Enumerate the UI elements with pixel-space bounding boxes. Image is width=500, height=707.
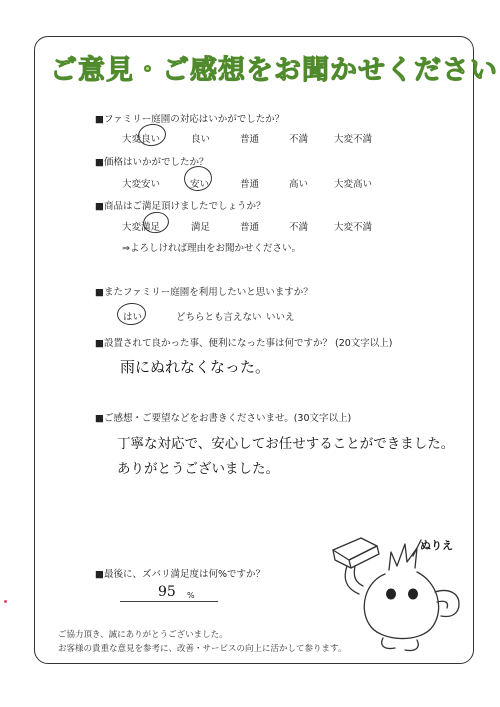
q3-option-2[interactable]: 満足 [191, 222, 211, 233]
question-1: ■ファミリー庭園の対応はいかがでしたか？ [95, 114, 285, 125]
q7-answer-underline [120, 601, 218, 602]
question-7: ■最後に、ズバリ満足度は何%ですか？ [95, 569, 266, 580]
q3-option-3[interactable]: 普通 [240, 222, 260, 233]
q7-handwritten-answer: 95 [158, 584, 176, 600]
q5-handwritten-answer: 雨にぬれなくなった。 [120, 358, 271, 376]
mascot-body [364, 572, 438, 639]
q1-option-5[interactable]: 大変不満 [334, 134, 373, 145]
q6-handwritten-answer-line-1: 丁寧な対応で、安心してお任せすることができました。 [117, 436, 455, 452]
q7-percent-unit: % [187, 591, 195, 600]
q3-option-4[interactable]: 不満 [289, 222, 309, 233]
question-6: ■ご感想・ご要望などをお書きくださいませ。(30文字以上) [95, 413, 352, 424]
q2-option-2[interactable]: 安い [190, 179, 210, 190]
q2-option-5[interactable]: 大変高い [334, 179, 373, 190]
q1-option-1[interactable]: 大変良い [122, 134, 161, 145]
q6-handwritten-answer-line-2: ありがとうございました。 [117, 461, 279, 477]
mascot-arm-left [345, 566, 359, 594]
footer-note: お客様の貴重な意見を参考に、改善・サービスの向上に活かして参ります。 [58, 644, 347, 654]
q3-note: ⇒よろしければ理由をお聞かせください。 [122, 243, 301, 254]
mascot-feet [382, 638, 419, 651]
q1-option-2[interactable]: 良い [191, 134, 211, 145]
q3-option-1[interactable]: 大変満足 [122, 222, 161, 233]
mascot-coloring-label: ぬりえ [420, 539, 453, 552]
q2-option-3[interactable]: 普通 [240, 179, 260, 190]
q3-option-5[interactable]: 大変不満 [334, 222, 373, 233]
stray-mark [4, 600, 7, 603]
page-title: ご意見・ご感想をお聞かせください [50, 55, 498, 86]
question-4: ■またファミリー庭園を利用したいと思いますか？ [95, 287, 313, 298]
mascot-spikes [389, 544, 417, 570]
q1-option-4[interactable]: 不満 [289, 134, 309, 145]
q4-option-2[interactable]: どちらとも言えない [176, 312, 262, 323]
footer-thanks: ご協力頂き、誠にありがとうございました。 [58, 630, 228, 640]
q2-option-1[interactable]: 大変安い [122, 179, 161, 190]
q2-option-4[interactable]: 高い [289, 179, 309, 190]
q1-option-3[interactable]: 普通 [240, 134, 260, 145]
question-2: ■価格はいかがでしたか？ [95, 157, 209, 168]
mascot-eye-left [386, 589, 396, 600]
q4-option-1[interactable]: はい [123, 312, 143, 323]
mascot-eye-right [408, 589, 418, 600]
q4-option-3[interactable]: いいえ [266, 312, 295, 323]
question-5: ■設置されて良かった事、便利になった事は何ですか？ (20文字以上) [95, 338, 393, 349]
mascot-illustration [325, 530, 465, 655]
question-3: ■商品はご満足頂けましたでしょうか？ [95, 201, 266, 212]
